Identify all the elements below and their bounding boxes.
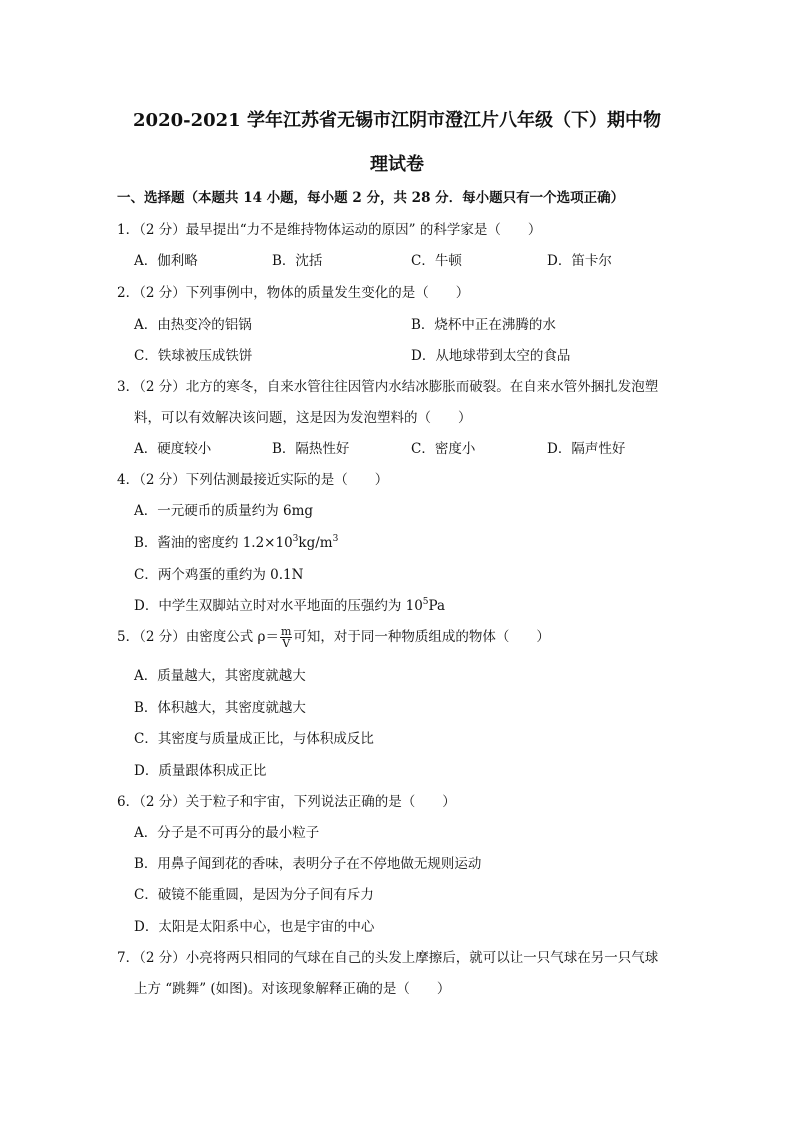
- question-6-option-a: A．分子是不可再分的最小粒子: [134, 825, 320, 841]
- option-d-text: D．中学生双脚站立时对水平地面的压强约为 10: [134, 598, 423, 614]
- question-1-option-c: C．牛顿: [411, 253, 462, 269]
- question-2-stem: 2．（2 分）下列事例中，物体的质量发生变化的是（ ）: [117, 285, 470, 301]
- stem-text: 5．（2 分）由密度公式 ρ＝: [117, 629, 279, 645]
- question-3-option-b: B．隔热性好: [272, 441, 350, 457]
- question-2-option-a: A．由热变冷的铝锅: [134, 317, 252, 333]
- unit-text: Pa: [428, 598, 446, 614]
- exponent: 5: [422, 597, 429, 607]
- question-2-option-c: C．铁球被压成铁饼: [134, 348, 253, 364]
- question-6-option-b: B．用鼻子闻到花的香味，表明分子在不停地做无规则运动: [134, 856, 482, 872]
- question-2-option-d: D．从地球带到太空的食品: [411, 348, 571, 364]
- question-3-option-d: D．隔声性好: [547, 441, 626, 457]
- option-b-text: B．酱油的密度约 1.2×10: [134, 535, 293, 551]
- question-1-option-d: D．笛卡尔: [547, 253, 612, 269]
- page-title: 2020-2021 学年江苏省无锡市江阴市澄江片八年级（下）期中物: [133, 110, 661, 131]
- question-5-option-d: D．质量跟体积成正比: [134, 763, 267, 779]
- question-7-stem: 7．（2 分）小亮将两只相同的气球在自己的头发上摩擦后，就可以让一只气球在另一只气球: [117, 950, 659, 966]
- question-1-stem: 1．（2 分）最早提出“力不是维持物体运动的原因” 的科学家是（ ）: [117, 222, 542, 238]
- density-fraction: [280, 626, 292, 649]
- unit-text: kg/m: [298, 535, 333, 551]
- question-7-stem-continued: 上方 “跳舞” (如图)。对该现象解释正确的是（ ）: [134, 981, 451, 997]
- question-6-option-c: C．破镜不能重圆，是因为分子间有斥力: [134, 887, 374, 903]
- section-heading: 一、选择题（本题共 14 小题，每小题 2 分，共 28 分．每小题只有一个选项正确）: [117, 190, 625, 206]
- question-3-stem: 3．（2 分）北方的寒冬，自来水管往往因管内水结冰膨胀而破裂。在自来水管外捆扎发泡塑: [117, 379, 659, 395]
- question-2-option-b: B．烧杯中正在沸腾的水: [411, 317, 556, 333]
- question-4-option-c: C．两个鸡蛋的重约为 0.1N: [134, 567, 304, 583]
- question-1-option-a: A．伽利略: [134, 253, 198, 269]
- question-4-option-b: [134, 531, 338, 551]
- exponent: 3: [292, 534, 299, 544]
- question-3-option-c: C．密度小: [411, 441, 476, 457]
- fraction-numerator: m: [280, 625, 292, 638]
- question-4-option-d: [134, 594, 445, 614]
- question-5-option-b: B．体积越大，其密度就越大: [134, 700, 306, 716]
- question-6-option-d: D．太阳是太阳系中心，也是宇宙的中心: [134, 919, 375, 935]
- page-title-continued: 理试卷: [370, 154, 424, 175]
- question-4-option-a: A．一元硬币的质量约为 6mg: [134, 503, 314, 519]
- question-4-stem: 4．（2 分）下列估测最接近实际的是（ ）: [117, 472, 389, 488]
- question-3-stem-continued: 料，可以有效解决该问题，这是因为发泡塑料的（ ）: [134, 410, 472, 426]
- stem-text-end: 可知，对于同一种物质组成的物体（ ）: [293, 629, 550, 645]
- fraction-denominator: V: [282, 637, 291, 650]
- question-6-stem: 6．（2 分）关于粒子和宇宙，下列说法正确的是（ ）: [117, 794, 456, 810]
- question-5-stem: [117, 625, 550, 649]
- question-1-option-b: B．沈括: [272, 253, 323, 269]
- exponent: 3: [332, 534, 339, 544]
- question-5-option-c: C．其密度与质量成正比，与体积成反比: [134, 731, 374, 747]
- question-3-option-a: A．硬度较小: [134, 441, 212, 457]
- question-5-option-a: A．质量越大，其密度就越大: [134, 668, 306, 684]
